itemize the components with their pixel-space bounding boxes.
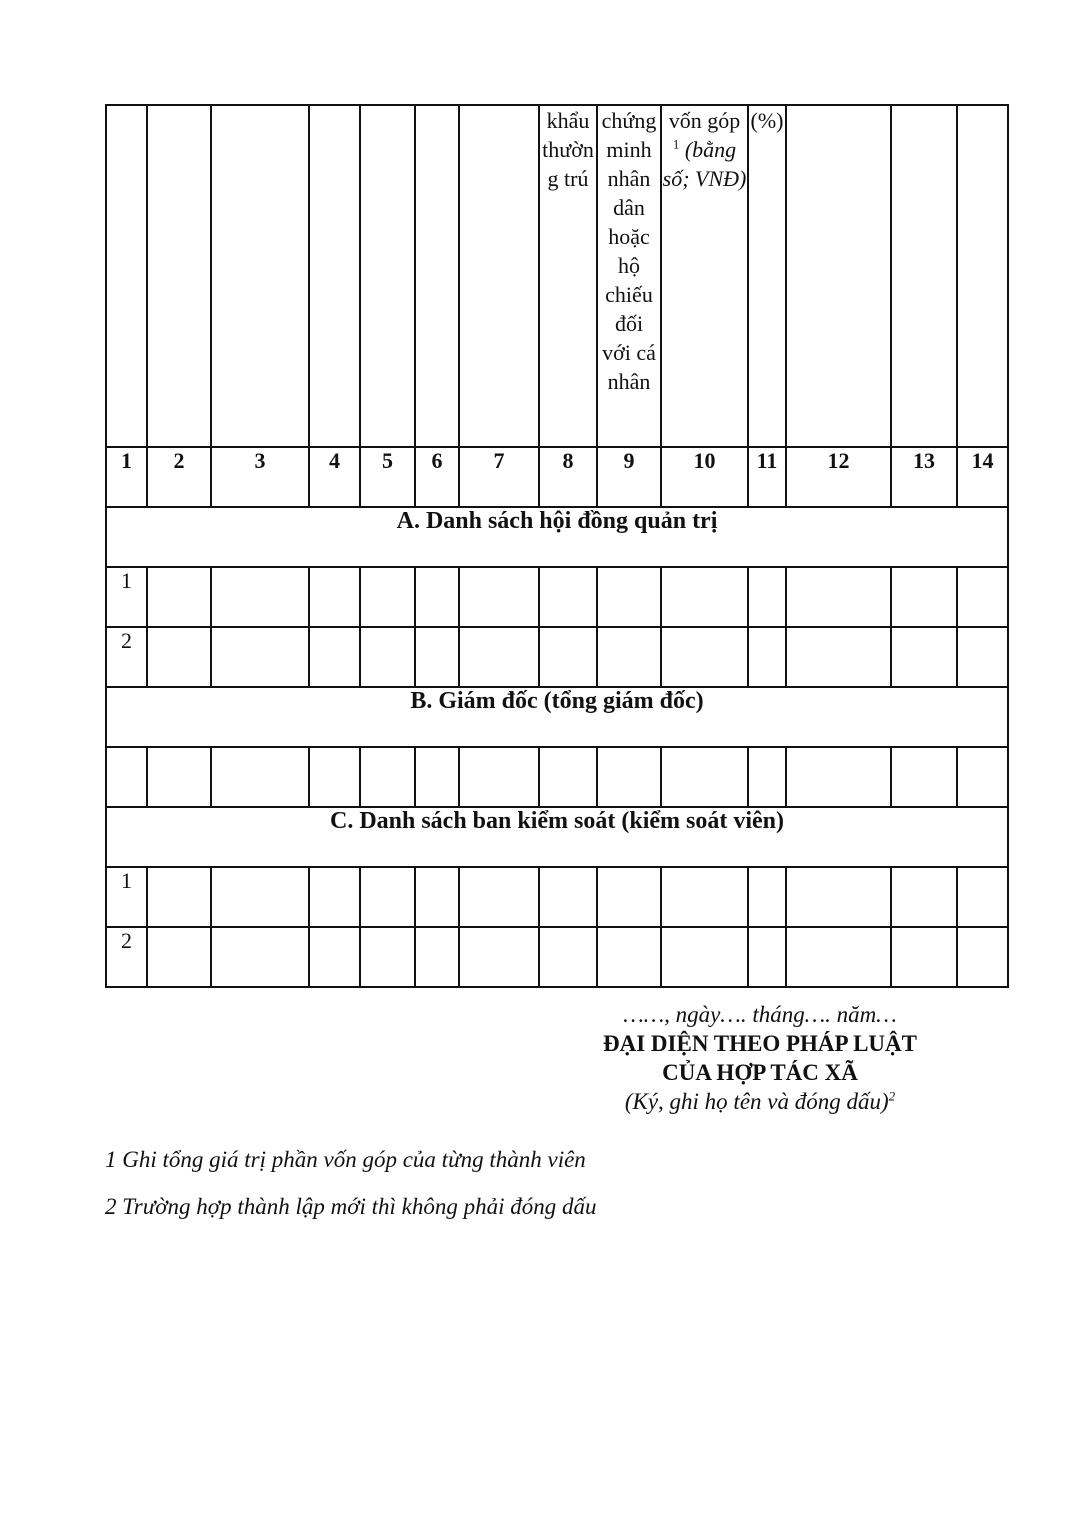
table-cell[interactable] [360,747,415,807]
section-a-title: A. Danh sách hội đồng quản trị [106,507,1008,567]
table-cell[interactable] [891,867,957,927]
table-cell[interactable] [748,567,786,627]
table-cell[interactable] [415,747,459,807]
section-b-row [106,687,1008,747]
table-cell[interactable] [957,567,1008,627]
table-row [106,867,1008,927]
column-number: 13 [891,447,957,507]
signature-note [560,1087,960,1116]
table-cell[interactable] [459,567,539,627]
footnotes [105,1143,597,1237]
table-cell[interactable] [147,567,211,627]
section-c-row [106,807,1008,867]
table-cell[interactable] [211,627,309,687]
table-cell[interactable] [360,567,415,627]
header-cell-6 [415,105,459,447]
table-cell[interactable] [661,567,748,627]
signature-title-line2: CỦA HỢP TÁC XÃ [662,1060,858,1085]
table-cell[interactable] [786,627,891,687]
header-cell-14 [957,105,1008,447]
table-cell[interactable] [211,747,309,807]
table-cell[interactable] [748,867,786,927]
header-id-label: chứng minh nhân dân hoặc hộ chiếu đối với cá nhân [601,108,657,394]
table-cell[interactable] [661,927,748,987]
header-cell-10 [661,105,748,447]
table-cell[interactable] [459,927,539,987]
table-cell[interactable] [957,627,1008,687]
table-cell[interactable] [459,627,539,687]
header-percent-label: (%) [750,108,784,133]
table-cell[interactable] [957,747,1008,807]
signature-title-line1: ĐẠI DIỆN THEO PHÁP LUẬT [603,1031,917,1056]
table-cell[interactable] [748,747,786,807]
header-cell-1 [106,105,147,447]
table-row [106,747,1008,807]
table-cell[interactable] [415,627,459,687]
table-cell[interactable] [597,927,661,987]
header-cell-5 [360,105,415,447]
table-cell[interactable] [539,567,597,627]
table-cell[interactable] [786,567,891,627]
table-cell[interactable] [415,867,459,927]
table-cell[interactable] [891,567,957,627]
row-number: 2 [106,927,147,987]
table-cell[interactable] [957,927,1008,987]
table-cell[interactable] [211,927,309,987]
table-cell[interactable] [539,747,597,807]
table-cell[interactable] [211,567,309,627]
table-cell[interactable] [597,747,661,807]
table-cell[interactable] [415,927,459,987]
table-cell[interactable] [539,867,597,927]
table-cell[interactable] [786,867,891,927]
table-cell[interactable] [786,927,891,987]
footnote-2: 2 Trường hợp thành lập mới thì không phải đóng dấu [105,1194,597,1219]
column-number: 11 [748,447,786,507]
table-cell[interactable] [957,867,1008,927]
table-cell[interactable] [891,927,957,987]
table-cell[interactable] [661,747,748,807]
table-cell[interactable] [309,747,360,807]
header-capital-unit: (bằng số; VNĐ) [662,137,747,191]
table-cell[interactable] [147,867,211,927]
table-row [106,927,1008,987]
member-list-table [105,104,1009,988]
table-cell[interactable] [309,627,360,687]
table-cell[interactable] [748,627,786,687]
column-number: 10 [661,447,748,507]
table-cell[interactable] [597,867,661,927]
column-number: 4 [309,447,360,507]
column-number: 2 [147,447,211,507]
table-cell[interactable] [309,567,360,627]
table-cell[interactable] [106,747,147,807]
date-line: ……, ngày…. tháng…. năm… [623,1002,897,1027]
row-number: 1 [106,867,147,927]
table-cell[interactable] [459,747,539,807]
section-c-title: C. Danh sách ban kiểm soát (kiểm soát viên) [106,807,1008,867]
column-number: 7 [459,447,539,507]
table-cell[interactable] [748,927,786,987]
table-cell[interactable] [360,627,415,687]
column-number: 6 [415,447,459,507]
header-row [106,105,1008,447]
signature-footnote-ref: 2 [888,1088,896,1104]
column-number: 8 [539,447,597,507]
footnote-1: 1 Ghi tổng giá trị phần vốn góp của từng thành viên [105,1147,586,1172]
table-cell[interactable] [147,747,211,807]
header-cell-9 [597,105,661,447]
table-cell[interactable] [459,867,539,927]
table-cell[interactable] [661,867,748,927]
table-cell[interactable] [147,627,211,687]
table-cell[interactable] [360,867,415,927]
column-number: 9 [597,447,661,507]
column-number: 14 [957,447,1008,507]
header-capital-footnote-ref: 1 [672,136,680,152]
table-cell[interactable] [891,627,957,687]
header-cell-2 [147,105,211,447]
table-row [106,627,1008,687]
table-cell[interactable] [786,747,891,807]
header-cell-13 [891,105,957,447]
row-number: 2 [106,627,147,687]
header-cell-11 [748,105,786,447]
column-number: 5 [360,447,415,507]
table-cell[interactable] [360,927,415,987]
header-cell-12 [786,105,891,447]
header-residence-label: khẩu thường trú [542,108,594,191]
table-cell[interactable] [309,927,360,987]
table-cell[interactable] [211,867,309,927]
section-a-row [106,507,1008,567]
column-number: 12 [786,447,891,507]
table-row [106,567,1008,627]
header-cell-7 [459,105,539,447]
table-cell[interactable] [415,567,459,627]
column-number: 3 [211,447,309,507]
table-cell[interactable] [597,627,661,687]
header-cell-8 [539,105,597,447]
section-b-title: B. Giám đốc (tổng giám đốc) [106,687,1008,747]
table-cell[interactable] [891,747,957,807]
header-cell-3 [211,105,309,447]
table-cell[interactable] [539,627,597,687]
table-cell[interactable] [147,927,211,987]
header-cell-4 [309,105,360,447]
column-number-row [106,447,1008,507]
column-number: 1 [106,447,147,507]
signature-block [560,1000,960,1116]
signature-note-text: (Ký, ghi họ tên và đóng dấu) [624,1089,889,1114]
table-cell[interactable] [597,567,661,627]
row-number: 1 [106,567,147,627]
table-cell[interactable] [309,867,360,927]
header-capital-label: vốn góp [668,108,741,133]
table-cell[interactable] [661,627,748,687]
table-cell[interactable] [539,927,597,987]
